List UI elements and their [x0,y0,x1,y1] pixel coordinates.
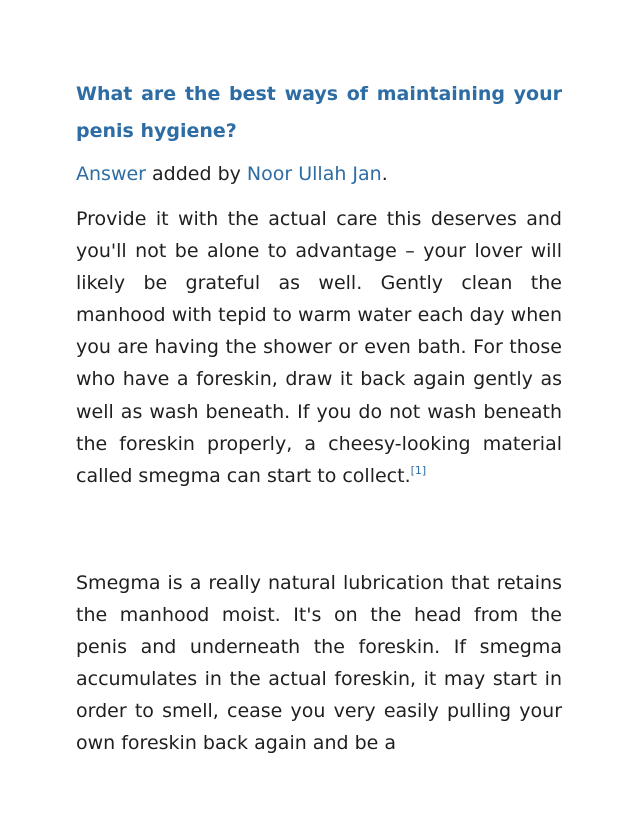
citation-reference[interactable]: [1] [410,463,427,477]
question-title: What are the best ways of maintaining your penis hygiene? [76,83,562,142]
answer-link[interactable]: Answer [76,163,146,185]
answer-paragraph-2 [76,567,562,760]
paragraph-1-text: Provide it with the actual care this deserves and you'll not be alone to advantage – your lover will likely be grateful as well. Gently clean the manhood with tepid to warm water each day when you are having the shower or even bath. For those who have a foreskin, draw it back again gently as well as wash beneath. If you do not wash beneath the foreskin properly, a cheesy-looking material called smegma can start to collect. [76,208,562,487]
byline-text: added by [145,163,247,185]
paragraph-2-text: Smegma is a really natural lubrication that retains the manhood moist. It's on the head from the penis and underneath the foreskin. If smegma accumulates in the actual foreskin, it may start in order to smell, cease you very easily pulling your own foreskin back again and be a [76,572,562,755]
author-link[interactable]: Noor Ullah Jan [246,163,382,185]
answer-paragraph-1 [76,203,562,492]
answer-byline [76,157,562,191]
byline-period: . [381,163,388,185]
